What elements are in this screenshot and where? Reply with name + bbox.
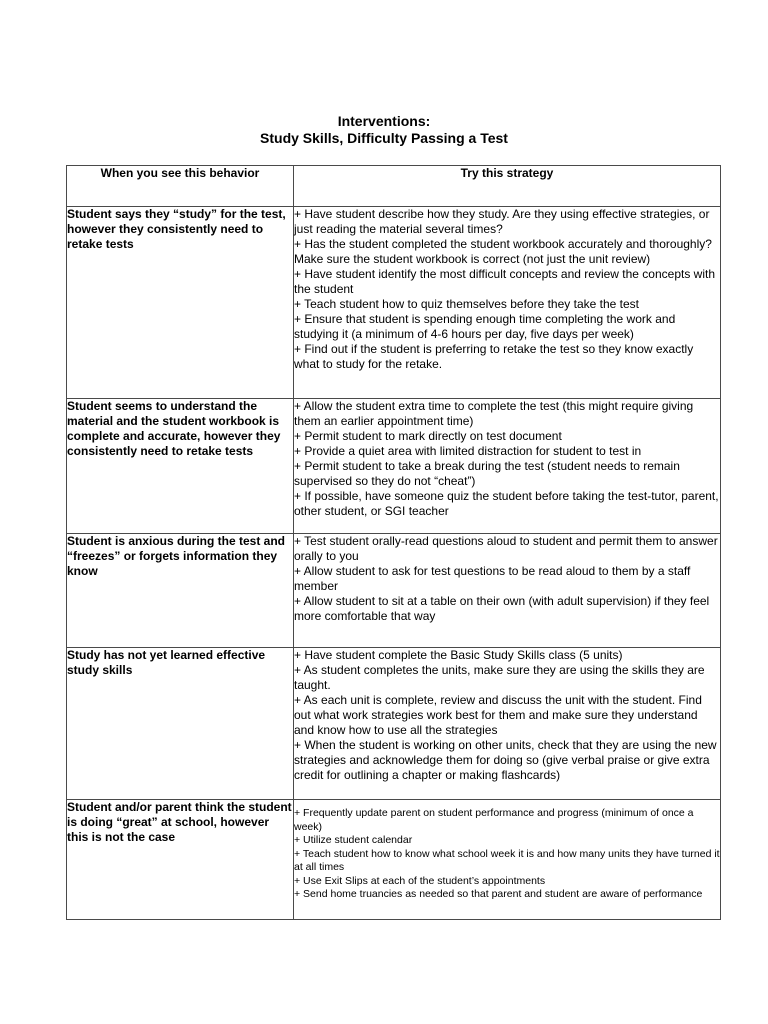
strategy-item: + Send home truancies as needed so that parent and student are aware of performance — [294, 888, 703, 900]
table-row — [67, 207, 721, 399]
behavior-cell: Student says they “study” for the test, however they consistently need to retake tests — [67, 207, 294, 399]
strategy-cell — [294, 648, 721, 800]
table-row — [67, 534, 721, 648]
strategy-item: + When the student is working on other units, check that they are using the new strategies and acknowledge them for doing so (give verbal praise or give extra credit for outlining a chapter or making flashcards) — [294, 738, 717, 782]
strategy-cell — [294, 207, 721, 399]
strategy-cell — [294, 534, 721, 648]
behavior-cell: Study has not yet learned effective study skills — [67, 648, 294, 800]
strategy-item: + Permit student to mark directly on test document — [294, 429, 562, 443]
table-row — [67, 800, 721, 920]
document-title — [0, 113, 768, 147]
behavior-cell: Student seems to understand the material and the student workbook is complete and accurate, however they consistently need to retake tests — [67, 399, 294, 534]
strategy-item: + Allow student to ask for test questions to be read aloud to them by a staff member — [294, 564, 691, 593]
title-line-1: Interventions: — [337, 113, 431, 129]
behavior-cell: Student is anxious during the test and “freezes” or forgets information they know — [67, 534, 294, 648]
strategy-item: + Frequently update parent on student performance and progress (minimum of once a week) — [294, 807, 694, 833]
strategy-item: + Ensure that student is spending enough time completing the work and studying it (a minimum of 4-6 hours per day, five days per week) — [294, 312, 676, 341]
interventions-table — [66, 165, 721, 920]
title-line-2: Study Skills, Difficulty Passing a Test — [260, 130, 508, 146]
strategy-item: + Have student describe how they study. Are they using effective strategies, or just reading the material several times? — [294, 207, 710, 236]
strategy-cell — [294, 399, 721, 534]
strategy-item: + Test student orally-read questions aloud to student and permit them to answer orally to you — [294, 534, 718, 563]
strategy-item: + As student completes the units, make sure they are using the skills they are taught. — [294, 663, 705, 692]
strategy-item: + Utilize student calendar — [294, 834, 413, 846]
strategy-item: + Teach student how to quiz themselves before they take the test — [294, 297, 639, 311]
strategy-item: + Allow student to sit at a table on their own (with adult supervision) if they feel more comfortable that way — [294, 594, 710, 623]
strategy-item: + Permit student to take a break during the test (student needs to remain supervised so they do not “cheat”) — [294, 459, 680, 488]
strategy-item: + Use Exit Slips at each of the student’s appointments — [294, 874, 546, 887]
behavior-cell: Student and/or parent think the student is doing “great” at school, however this is not the case — [67, 800, 294, 920]
strategy-item: + If possible, have someone quiz the student before taking the test-tutor, parent, other student, or SGI teacher — [294, 489, 719, 518]
strategy-item: + Allow the student extra time to complete the test (this might require giving them an earlier appointment time) — [294, 399, 694, 428]
table-row — [67, 648, 721, 800]
table-row — [67, 399, 721, 534]
strategy-item: + Have student complete the Basic Study Skills class (5 units) — [294, 648, 623, 662]
header-behavior: When you see this behavior — [67, 166, 294, 207]
strategy-item: + As each unit is complete, review and discuss the unit with the student. Find out what work strategies work best for them and make sure they understand and know how to use all the strategies — [294, 693, 702, 737]
header-strategy: Try this strategy — [294, 166, 721, 207]
strategy-item: + Find out if the student is preferring to retake the test so they know exactly what to study for the retake. — [294, 342, 694, 371]
strategy-item: + Teach student how to know what school week it is and how many units they have turned it at all times — [294, 847, 720, 873]
strategy-item: + Have student identify the most difficult concepts and review the concepts with the student — [294, 267, 716, 296]
strategy-cell — [294, 800, 721, 920]
table-header-row — [67, 166, 721, 207]
strategy-item: + Has the student completed the student workbook accurately and thoroughly? Make sure the student workbook is correct (not just the unit review) — [294, 237, 712, 266]
strategy-item: + Provide a quiet area with limited distraction for student to test in — [294, 444, 642, 458]
